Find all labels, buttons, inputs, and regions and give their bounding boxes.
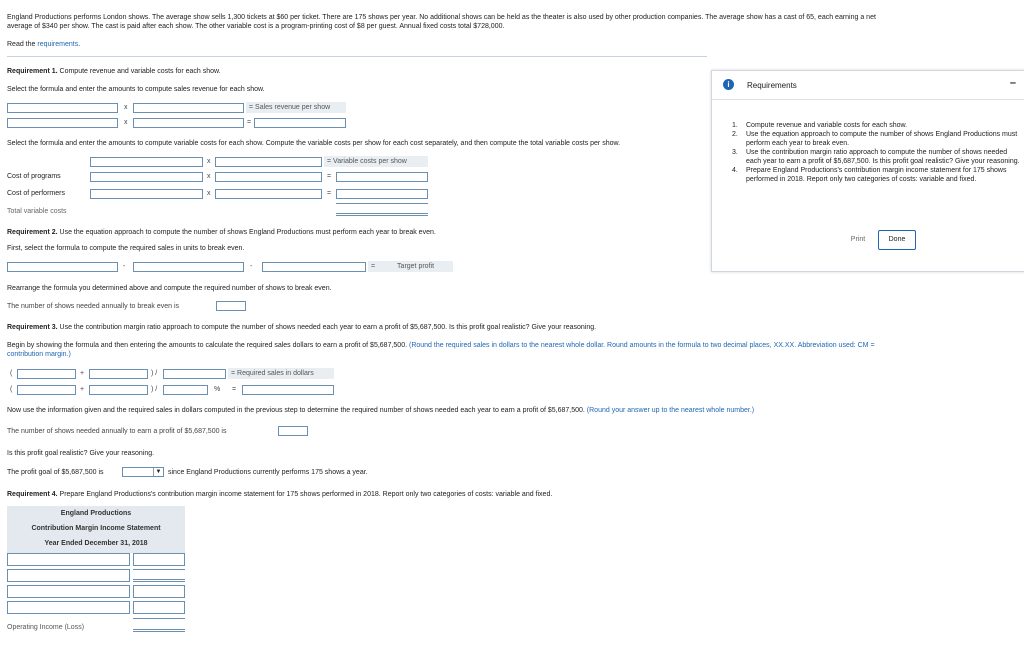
- req1-instruction-sales: Select the formula and enter the amounts to compute sales revenue for each show.: [7, 86, 265, 93]
- operating-income-input[interactable]: [133, 618, 185, 632]
- problem-text-line1: England Productions performs London shows. The average show sells 1,300 tickets at $60 per ticket. There are 175 shows per year. No additional shows can be held as the theater is also used by other production companies. The average show has a cast of 65, each earning a net: [7, 14, 876, 21]
- variable-costs-label-text: Variable costs per show: [333, 158, 407, 165]
- req2-instruction-formula: First, select the formula to compute the required sales in units to break even.: [7, 245, 245, 252]
- var-formula-input-2[interactable]: [215, 157, 322, 167]
- list-item-text: Use the equation approach to compute the number of shows England Productions must perform each year to break even.: [746, 131, 1018, 147]
- breakeven-formula-input-1[interactable]: [7, 262, 118, 272]
- minus-operator: -: [250, 263, 253, 270]
- sales-amount-input-2[interactable]: [133, 118, 244, 128]
- performers-input-1[interactable]: [90, 189, 203, 199]
- cost-of-programs-label: Cost of programs: [7, 173, 61, 180]
- sales-amount-input-1[interactable]: [7, 118, 118, 128]
- variable-costs-label: = Variable costs per show: [324, 156, 428, 167]
- cm-ratio-input[interactable]: [163, 385, 208, 395]
- profit-goal-suffix: since England Productions currently performs 175 shows a year.: [168, 469, 368, 476]
- sales-formula-input-2[interactable]: [133, 103, 244, 113]
- req3-instruction-line2: [7, 407, 754, 414]
- info-icon: i: [723, 79, 734, 90]
- req1-instruction-variable: Select the formula and enter the amounts to compute variable costs for each show. Compute the variable costs per show for each cost separately, and then compute the total variable costs per show.: [7, 140, 621, 147]
- performers-result-input[interactable]: [336, 189, 428, 199]
- plus-operator: +: [80, 370, 85, 377]
- list-item-number: 4.: [732, 167, 738, 174]
- realistic-question: Is this profit goal realistic? Give your reasoning.: [7, 450, 155, 457]
- sales-formula-input-1[interactable]: [7, 103, 118, 113]
- total-variable-costs-input[interactable]: [336, 203, 428, 216]
- req1-heading-text: Compute revenue and variable costs for each show.: [57, 68, 221, 75]
- breakeven-shows-label: The number of shows needed annually to break even is: [7, 303, 179, 310]
- req3-rounding-note-cont: contribution margin.): [7, 351, 71, 358]
- company-name: England Productions: [60, 510, 132, 517]
- minus-operator: -: [123, 263, 126, 270]
- cm-formula-input-1[interactable]: [17, 369, 76, 379]
- target-profit-label-text: Target profit: [397, 263, 435, 270]
- req3-heading: [7, 324, 596, 331]
- times-operator: x: [207, 190, 211, 197]
- equals-operator: =: [327, 173, 332, 180]
- sales-revenue-label: = Sales revenue per show: [246, 102, 346, 113]
- stmt-label-input-3[interactable]: [7, 585, 130, 598]
- operating-income-label: Operating Income (Loss): [7, 624, 85, 631]
- requirements-popup: [711, 70, 1024, 272]
- target-profit-label: = Target profit: [368, 261, 453, 272]
- profit-goal-prefix: The profit goal of $5,687,500 is: [7, 469, 104, 476]
- income-statement-header: [7, 506, 185, 553]
- read-requirements-line: [7, 41, 80, 48]
- times-operator: x: [207, 173, 211, 180]
- sales-revenue-label-text: Sales revenue per show: [255, 104, 331, 111]
- programs-result-input[interactable]: [336, 172, 428, 182]
- req3-instruction2-text: Now use the information given and the required sales in dollars computed in the previous step to determine the required number of shows needed each year to earn a profit of $5,687,500.: [7, 407, 587, 414]
- required-sales-result-input[interactable]: [242, 385, 334, 395]
- statement-title: Contribution Margin Income Statement: [31, 525, 161, 532]
- list-item: [732, 166, 1022, 184]
- cm-amount-input-2[interactable]: [89, 385, 148, 395]
- realistic-dropdown[interactable]: [122, 467, 164, 477]
- req3-instruction-line1: [7, 342, 875, 349]
- plus-operator: +: [80, 386, 85, 393]
- performers-input-2[interactable]: [215, 189, 322, 199]
- cm-formula-input-2[interactable]: [89, 369, 148, 379]
- close-paren-divide: ) /: [151, 386, 158, 393]
- list-item-text: Use the contribution margin ratio approach to compute the number of shows needed each year to earn a profit of $5,687,500. Is this profit goal realistic? Give your reasoning.: [746, 149, 1020, 165]
- cm-amount-input-1[interactable]: [17, 385, 76, 395]
- list-item-text: Prepare England Productions's contribution margin income statement for 175 shows performed in 2018. Report only two categories of costs: variable and fixed.: [746, 167, 1007, 183]
- stmt-label-input-1[interactable]: [7, 553, 130, 566]
- cm-formula-input-3[interactable]: [163, 369, 226, 379]
- stmt-amount-input-4[interactable]: [133, 601, 185, 614]
- programs-input-1[interactable]: [90, 172, 203, 182]
- req3-instruction-text: Begin by showing the formula and then entering the amounts to calculate the required sales dollars to earn a profit of $5,687,500.: [7, 342, 409, 349]
- equals-operator: =: [327, 190, 332, 197]
- times-operator: x: [124, 119, 128, 126]
- req3-round-up-note: (Round your answer up to the nearest whole number.): [586, 407, 755, 414]
- list-item-text: Compute revenue and variable costs for each show.: [746, 122, 908, 129]
- req1-heading: [7, 68, 221, 75]
- minimize-icon[interactable]: –: [1009, 77, 1016, 89]
- sales-revenue-result-input[interactable]: [254, 118, 346, 128]
- equals-operator: =: [232, 386, 237, 393]
- close-paren-divide: ) /: [151, 370, 158, 377]
- read-suffix: .: [78, 41, 81, 48]
- print-button[interactable]: Print: [843, 230, 873, 250]
- list-item-number: 2.: [732, 131, 738, 138]
- chevron-down-icon[interactable]: ▼: [153, 468, 163, 476]
- list-item: [732, 148, 1022, 166]
- done-button[interactable]: Done: [878, 230, 916, 250]
- times-operator: x: [124, 104, 128, 111]
- popup-title: Requirements: [747, 81, 797, 90]
- list-item-number: 3.: [732, 149, 738, 156]
- read-prefix: Read the: [7, 41, 38, 48]
- req4-heading: [7, 491, 552, 498]
- profit-shows-input[interactable]: [278, 426, 308, 436]
- requirements-link[interactable]: requirements: [37, 41, 79, 48]
- programs-input-2[interactable]: [215, 172, 322, 182]
- problem-text-line2: average of $340 per show. The cast is paid after each show. The other variable cost is a program-printing cost of $8 per guest. Annual fixed costs total $728,000.: [7, 23, 505, 30]
- req2-heading: [7, 229, 436, 236]
- req4-heading-label: Requirement 4.: [7, 491, 58, 498]
- open-paren: (: [10, 370, 13, 377]
- breakeven-shows-input[interactable]: [216, 301, 246, 311]
- stmt-amount-input-2[interactable]: [133, 569, 185, 582]
- open-paren: (: [10, 386, 13, 393]
- stmt-label-input-4[interactable]: [7, 601, 130, 614]
- stmt-amount-input-1[interactable]: [133, 553, 185, 566]
- breakeven-formula-input-2[interactable]: [133, 262, 244, 272]
- breakeven-formula-input-3[interactable]: [262, 262, 366, 272]
- var-formula-input-1[interactable]: [90, 157, 203, 167]
- profit-shows-label: The number of shows needed annually to earn a profit of $5,687,500 is: [7, 428, 227, 435]
- equals-operator: =: [247, 119, 252, 126]
- divider: [7, 56, 707, 57]
- req2-instruction-rearrange: Rearrange the formula you determined above and compute the required number of shows to break even.: [7, 285, 332, 292]
- req2-heading-text: Use the equation approach to compute the number of shows England Productions must perform each year to break even.: [57, 229, 436, 236]
- req4-heading-text: Prepare England Productions's contribution margin income statement for 175 shows performed in 2018. Report only two categories of costs: variable and fixed.: [57, 491, 553, 498]
- list-item-number: 1.: [732, 122, 738, 129]
- required-sales-label-text: Required sales in dollars: [237, 370, 314, 377]
- list-item: [732, 121, 1022, 130]
- total-variable-costs-label: Total variable costs: [7, 208, 67, 215]
- stmt-label-input-2[interactable]: [7, 569, 130, 582]
- req1-heading-label: Requirement 1.: [7, 68, 58, 75]
- stmt-amount-input-3[interactable]: [133, 585, 185, 598]
- statement-period: Year Ended December 31, 2018: [44, 540, 148, 547]
- requirements-list: [732, 121, 1022, 184]
- percent-sign: %: [214, 386, 221, 393]
- popup-header: [712, 71, 1024, 100]
- times-operator: x: [207, 158, 211, 165]
- required-sales-label: = Required sales in dollars: [228, 368, 334, 379]
- req3-heading-text: Use the contribution margin ratio approach to compute the number of shows needed each year to earn a profit of $5,687,500. Is this profit goal realistic? Give your reasoning.: [57, 324, 597, 331]
- req2-heading-label: Requirement 2.: [7, 229, 58, 236]
- list-item: [732, 130, 1022, 148]
- req3-rounding-note: (Round the required sales in dollars to the nearest whole dollar. Round amounts in the formula to two decimal places, XX.XX. Abbreviation used: CM =: [408, 342, 875, 349]
- cost-of-performers-label: Cost of performers: [7, 190, 65, 197]
- req3-heading-label: Requirement 3.: [7, 324, 58, 331]
